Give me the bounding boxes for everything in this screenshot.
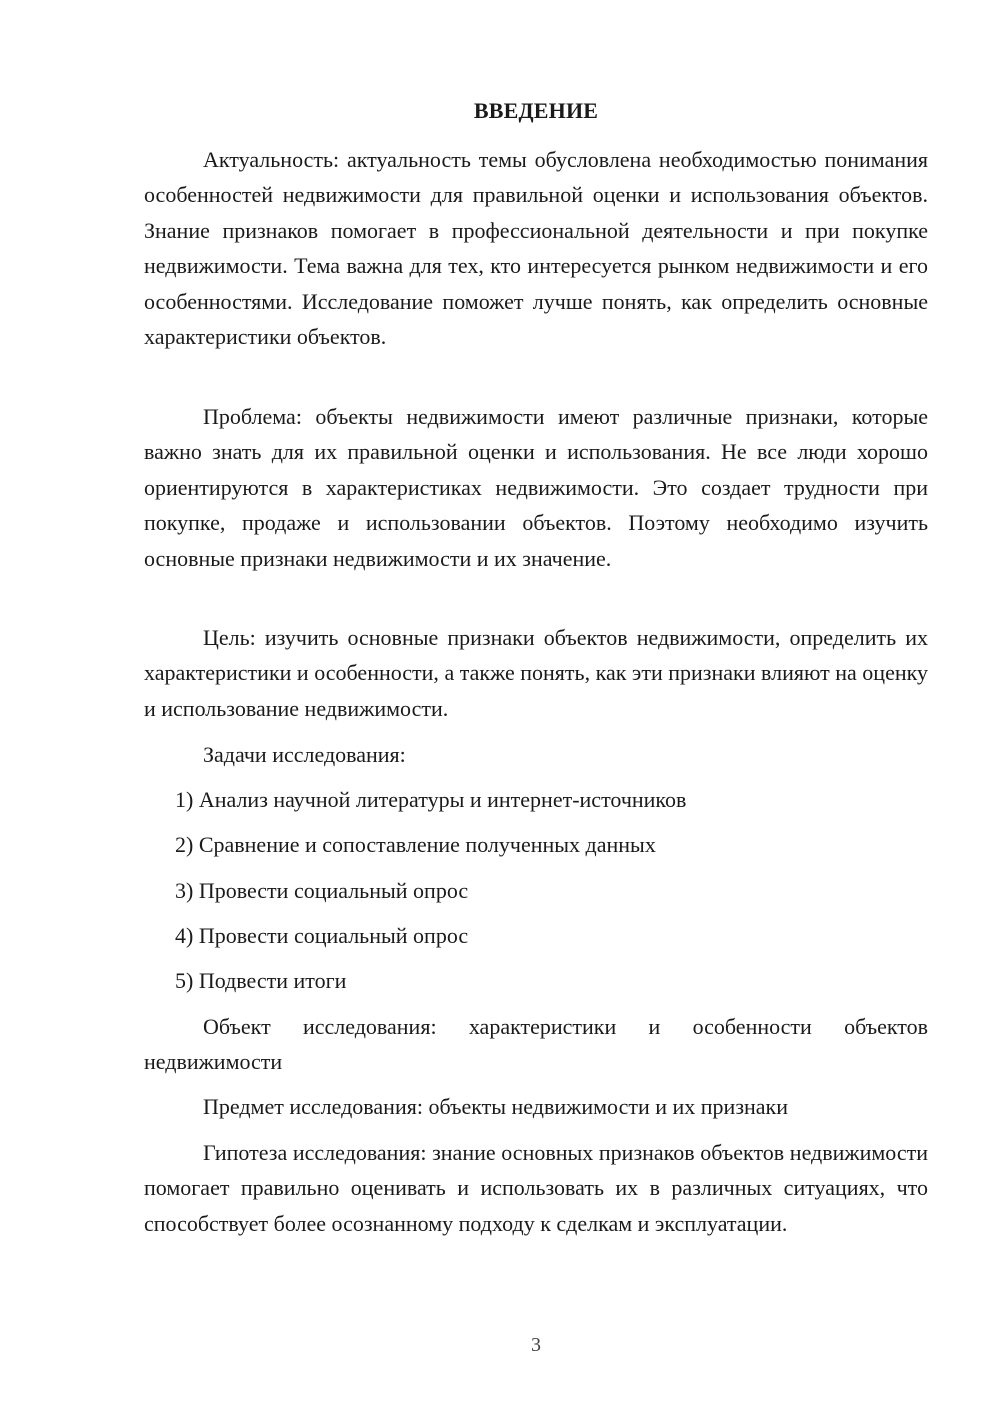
task-item: 5) Подвести итоги (175, 968, 347, 993)
object-paragraph: Объект исследования: характеристики и особенности объектов недвижимости (144, 1014, 928, 1075)
task-item: 2) Сравнение и сопоставление полученных данных (175, 832, 656, 857)
page-title: ВВЕДЕНИЕ (473, 98, 599, 123)
page-number: 3 (531, 1334, 541, 1356)
task-item: 1) Анализ научной литературы и интернет-источников (175, 787, 687, 812)
task-item: 3) Провести социальный опрос (175, 878, 469, 903)
subject-paragraph: Предмет исследования: объекты недвижимости и их признаки (203, 1094, 789, 1119)
relevance-paragraph: Актуальность: актуальность темы обусловлена необходимостью понимания особенностей недвижимости для правильной оценки и использования объектов. Знание признаков помогает в профессиональной деятельности и при покупке недвижимости. Тема важна для тех, кто интересуется рынком недвижимости и его особенностями. Исследование поможет лучше понять, как определить основные характеристики объектов. (144, 147, 928, 350)
goal-paragraph: Цель: изучить основные признаки объектов недвижимости, определить их характеристики и особенности, а также понять, как эти признаки влияют на оценку и использование недвижимости. (144, 625, 928, 721)
task-item: 4) Провести социальный опрос (175, 923, 469, 948)
tasks-heading: Задачи исследования: (203, 742, 406, 767)
hypothesis-paragraph: Гипотеза исследования: знание основных признаков объектов недвижимости помогает правильно оценивать и использовать их в различных ситуациях, что способствует более осознанному подходу к сделкам и эксплуатации. (144, 1140, 928, 1236)
problem-paragraph: Проблема: объекты недвижимости имеют различные признаки, которые важно знать для их правильной оценки и использования. Не все люди хорошо ориентируются в характеристиках недвижимости. Это создает трудности при покупке, продаже и использовании объектов. Поэтому необходимо изучить основные признаки недвижимости и их значение. (144, 404, 928, 571)
